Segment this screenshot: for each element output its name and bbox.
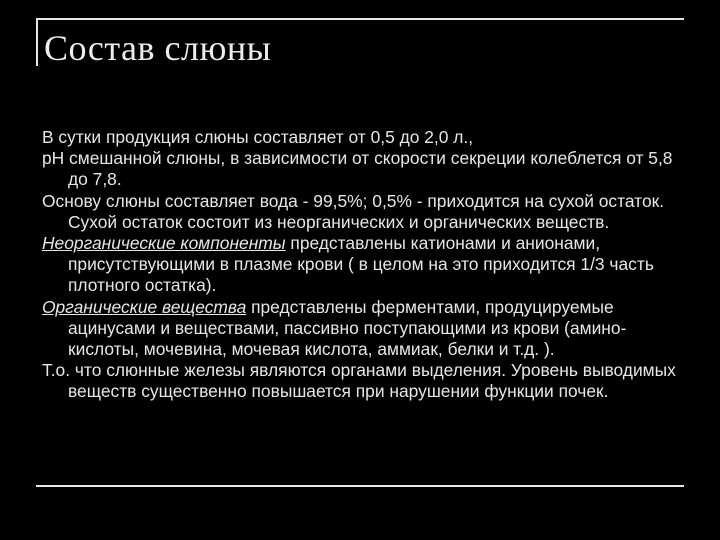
title-top-rule <box>36 18 684 20</box>
paragraph-lead-term: Неорганические компоненты <box>42 233 286 254</box>
paragraph-text: представлены катионами и анионами, присутствующими в плазме крови ( в целом на это приходится 1/3 часть плотного остатка). <box>68 233 654 296</box>
paragraph-conclusion <box>42 360 682 402</box>
paragraph-text: Т.о. что слюнные железы являются органами выделения. Уровень выводимых веществ существенно повышается при нарушении функции почек. <box>42 360 676 402</box>
paragraph-organic <box>42 297 682 361</box>
title-left-rule <box>36 18 38 66</box>
paragraph-lead-term: Органические вещества <box>42 296 247 317</box>
paragraph-text: Основу слюны составляет вода - 99,5%; 0,5% - приходится на сухой остаток. Сухой остаток состоит из неорганических и органических веществ. <box>42 190 665 232</box>
slide-title: Состав слюны <box>44 28 272 68</box>
paragraph-inorganic <box>42 233 682 297</box>
paragraph-daily-production <box>42 127 682 148</box>
paragraph-ph <box>42 148 682 190</box>
paragraph-text: В сутки продукция слюны составляет от 0,5 до 2,0 л., <box>42 127 474 147</box>
bottom-rule <box>36 485 684 487</box>
slide-body <box>42 127 682 403</box>
paragraph-text: pH смешанной слюны, в зависимости от скорости секреции колеблется от 5,8 до 7,8. <box>42 148 673 190</box>
paragraph-text: представлены ферментами, продуцируемые ацинусами и веществами, пассивно поступающими из крови (амино-кислоты, мочевина, мочевая кислота, аммиак, белки и т.д. ). <box>68 296 627 360</box>
paragraph-water-content <box>42 191 682 233</box>
